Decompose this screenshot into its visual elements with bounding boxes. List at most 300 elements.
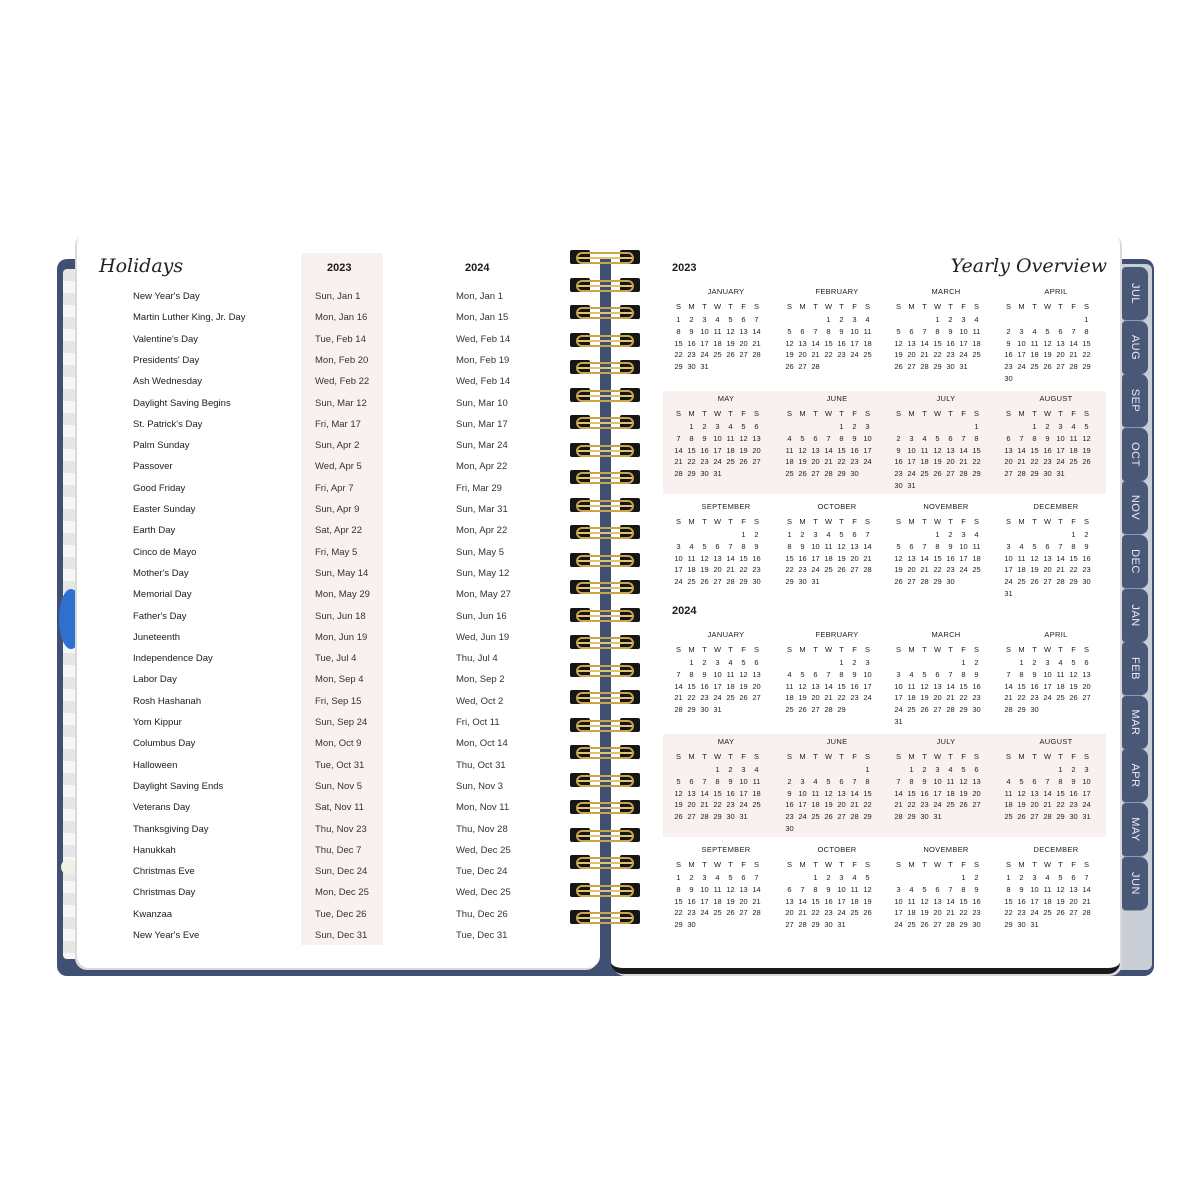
- day-number: 7: [1058, 541, 1063, 551]
- day-number: 18: [713, 896, 722, 906]
- day-number: 19: [1082, 445, 1091, 455]
- month-name: FEBRUARY: [815, 630, 859, 639]
- day-number: 20: [811, 457, 820, 467]
- empty-day: [918, 658, 931, 670]
- holiday-name: Independence Day: [133, 653, 213, 665]
- day-number: 27: [785, 920, 794, 930]
- day-number: 22: [959, 693, 968, 703]
- day-number: 6: [689, 776, 694, 786]
- weekday-letter: W: [713, 860, 722, 869]
- weekday-letter: F: [1071, 752, 1076, 761]
- day-number: 25: [1069, 457, 1078, 467]
- weekday-letter: S: [864, 645, 870, 654]
- day-number: 4: [948, 765, 953, 774]
- day-number: 16: [1082, 553, 1091, 563]
- day-number: 30: [894, 480, 903, 490]
- month-calendar-june: [783, 394, 883, 481]
- day-number: 21: [946, 908, 955, 918]
- weekday-letter: F: [741, 517, 746, 526]
- weekday-letter: W: [824, 517, 833, 526]
- day-number: 22: [687, 693, 696, 703]
- weekday-letter: M: [1018, 517, 1025, 526]
- day-number: 22: [863, 800, 872, 810]
- day-number: 3: [865, 658, 870, 667]
- holiday-row: [0, 628, 600, 649]
- day-number: 28: [1017, 469, 1026, 479]
- day-number: 4: [909, 669, 914, 679]
- month-tab-label: NOV: [1129, 495, 1141, 521]
- binding-coil: [570, 331, 640, 349]
- day-number: 5: [702, 541, 707, 551]
- weekday-letter: W: [933, 302, 942, 311]
- holiday-date-2024: Sun, Nov 3: [456, 780, 503, 792]
- empty-day: [1002, 765, 1015, 777]
- day-number: 11: [920, 445, 929, 455]
- day-number: 24: [1030, 908, 1039, 918]
- month-name: SEPTEMBER: [701, 502, 751, 511]
- holiday-row: [0, 564, 600, 585]
- day-number: 23: [824, 908, 833, 918]
- weekday-letter: S: [786, 645, 792, 654]
- day-number: 2: [800, 530, 805, 539]
- day-number: 1: [961, 873, 966, 882]
- day-number: 1: [1071, 530, 1076, 539]
- day-number: 7: [826, 669, 831, 679]
- empty-day: [918, 530, 931, 542]
- yearly-overview-title: Yearly Overview: [950, 255, 1107, 277]
- month-tab-jun[interactable]: [1122, 857, 1148, 911]
- day-number: 5: [935, 433, 940, 443]
- day-number: 15: [959, 896, 968, 906]
- binding-coil: [570, 551, 640, 569]
- weekday-header: [783, 645, 883, 658]
- binding-coil: [570, 853, 640, 871]
- day-number: 6: [839, 776, 844, 786]
- weekday-header: [672, 302, 772, 315]
- holiday-date-2024: Thu, Nov 28: [456, 823, 508, 835]
- day-number: 1: [1084, 315, 1089, 324]
- holiday-date-2024: Thu, Oct 31: [456, 759, 506, 771]
- holiday-row: [0, 372, 600, 393]
- day-number: 26: [1030, 577, 1039, 587]
- month-tab-mar[interactable]: [1122, 696, 1148, 750]
- day-number: 3: [741, 765, 746, 774]
- weekday-letter: T: [922, 409, 927, 418]
- day-number: 31: [1030, 920, 1039, 930]
- month-calendar-august: [1002, 394, 1102, 481]
- day-number: 9: [702, 433, 707, 443]
- empty-day: [918, 873, 931, 885]
- day-number: 26: [863, 908, 872, 918]
- day-number: 4: [813, 776, 818, 786]
- holiday-date-2023: Tue, Oct 31: [315, 759, 365, 771]
- holiday-date-2024: Mon, Jan 1: [456, 291, 503, 302]
- day-number: 29: [739, 577, 748, 587]
- empty-day: [711, 530, 724, 542]
- day-number: 12: [933, 445, 942, 455]
- day-number: 3: [800, 776, 805, 786]
- empty-day: [1041, 765, 1054, 777]
- day-number: 3: [896, 884, 901, 894]
- weekday-letter: W: [1043, 752, 1052, 761]
- day-number: 3: [1006, 541, 1011, 551]
- day-number: 17: [674, 565, 683, 575]
- day-number: 30: [1017, 920, 1026, 930]
- day-number: 27: [713, 577, 722, 587]
- weekday-letter: T: [948, 302, 953, 311]
- day-number: 5: [1045, 326, 1050, 336]
- day-number: 22: [824, 350, 833, 360]
- day-number: 8: [689, 669, 694, 679]
- day-number: 22: [687, 457, 696, 467]
- month-calendar-november: [892, 502, 992, 589]
- holiday-name: Columbus Day: [133, 738, 196, 750]
- day-number: 30: [1043, 469, 1052, 479]
- day-grid: [892, 765, 992, 824]
- day-number: 24: [1017, 362, 1026, 372]
- day-number: 26: [1082, 457, 1091, 467]
- day-number: 22: [811, 908, 820, 918]
- holiday-date-2023: Mon, Jan 16: [315, 312, 368, 324]
- day-number: 2: [1084, 530, 1089, 539]
- day-number: 25: [972, 350, 981, 360]
- day-number: 3: [715, 422, 720, 431]
- weekday-letter: S: [864, 409, 870, 418]
- weekday-letter: T: [922, 860, 927, 869]
- day-number: 27: [933, 705, 942, 715]
- day-number: 22: [837, 457, 846, 467]
- day-number: 6: [715, 541, 720, 551]
- day-number: 6: [1032, 776, 1037, 786]
- day-grid: [672, 530, 772, 589]
- day-number: 3: [1032, 873, 1037, 882]
- holiday-date-2024: Tue, Dec 31: [456, 930, 508, 941]
- day-number: 21: [824, 693, 833, 703]
- day-number: 15: [959, 681, 968, 691]
- day-number: 16: [850, 445, 859, 455]
- day-number: 2: [689, 873, 694, 882]
- day-number: 16: [687, 338, 696, 348]
- weekday-letter: M: [799, 752, 806, 761]
- holiday-date-2023: Sun, Jun 18: [315, 610, 366, 622]
- day-number: 8: [839, 433, 844, 443]
- day-number: 12: [726, 326, 735, 336]
- day-number: 3: [702, 873, 707, 882]
- day-grid: [783, 658, 883, 717]
- holiday-date-2024: Sun, Mar 24: [456, 440, 508, 452]
- day-number: 6: [813, 433, 818, 443]
- day-number: 9: [852, 669, 857, 679]
- day-number: 6: [754, 422, 759, 431]
- day-number: 29: [837, 469, 846, 479]
- weekday-letter: T: [702, 752, 707, 761]
- weekday-letter: T: [1058, 645, 1063, 654]
- day-number: 27: [1030, 812, 1039, 822]
- day-number: 11: [850, 884, 859, 894]
- day-number: 26: [824, 812, 833, 822]
- binding-coil: [570, 743, 640, 761]
- day-number: 25: [726, 693, 735, 703]
- month-tab-jul[interactable]: [1122, 267, 1148, 321]
- day-number: 23: [687, 350, 696, 360]
- day-number: 1: [961, 658, 966, 667]
- day-number: 16: [946, 553, 955, 563]
- day-number: 29: [933, 577, 942, 587]
- day-number: 25: [972, 565, 981, 575]
- day-number: 4: [909, 884, 914, 894]
- day-number: 15: [687, 681, 696, 691]
- day-number: 2: [974, 873, 979, 882]
- month-tab-may[interactable]: [1122, 803, 1148, 857]
- day-number: 4: [754, 765, 759, 774]
- day-number: 7: [1019, 433, 1024, 443]
- day-number: 9: [800, 541, 805, 551]
- day-number: 19: [1056, 896, 1065, 906]
- weekday-letter: W: [824, 752, 833, 761]
- day-number: 21: [1004, 693, 1013, 703]
- day-number: 14: [920, 338, 929, 348]
- weekday-letter: S: [753, 517, 759, 526]
- day-number: 14: [894, 788, 903, 798]
- day-number: 9: [974, 884, 979, 894]
- day-number: 20: [687, 800, 696, 810]
- month-calendar-november: [892, 845, 992, 932]
- weekday-letter: W: [824, 302, 833, 311]
- empty-day: [1002, 658, 1015, 670]
- day-number: 8: [689, 433, 694, 443]
- holiday-name: Father's Day: [133, 610, 187, 622]
- day-number: 15: [907, 788, 916, 798]
- day-number: 21: [920, 350, 929, 360]
- day-number: 5: [922, 884, 927, 894]
- day-number: 20: [739, 338, 748, 348]
- day-number: 11: [811, 788, 820, 798]
- holiday-row: [0, 287, 600, 308]
- holiday-name: Ash Wednesday: [133, 376, 203, 388]
- empty-day: [1028, 530, 1041, 542]
- day-number: 7: [813, 326, 818, 336]
- holiday-row: [0, 820, 600, 841]
- month-tab-sep[interactable]: [1122, 374, 1148, 428]
- day-number: 13: [907, 338, 916, 348]
- empty-day: [672, 530, 685, 542]
- day-number: 13: [811, 681, 820, 691]
- day-number: 30: [726, 812, 735, 822]
- day-number: 22: [713, 800, 722, 810]
- binding-coil: [570, 468, 640, 486]
- month-tab-label: MAR: [1129, 709, 1141, 736]
- day-number: 16: [726, 788, 735, 798]
- month-tab-aug[interactable]: [1122, 321, 1148, 375]
- holiday-name: Veterans Day: [133, 802, 191, 814]
- day-number: 19: [863, 896, 872, 906]
- day-number: 20: [850, 553, 859, 563]
- day-number: 26: [798, 469, 807, 479]
- month-name: JANUARY: [707, 630, 745, 639]
- day-number: 10: [894, 681, 903, 691]
- month-tab-oct[interactable]: [1122, 428, 1148, 482]
- day-number: 29: [674, 920, 683, 930]
- day-number: 11: [1056, 669, 1065, 679]
- day-number: 11: [1069, 433, 1078, 443]
- day-number: 1: [787, 530, 792, 539]
- day-number: 16: [850, 681, 859, 691]
- day-number: 1: [676, 873, 681, 882]
- day-number: 8: [787, 541, 792, 551]
- month-calendar-march: [892, 630, 992, 729]
- day-number: 25: [1017, 577, 1026, 587]
- day-number: 24: [739, 800, 748, 810]
- day-number: 3: [935, 765, 940, 774]
- day-number: 11: [726, 433, 735, 443]
- month-tab-feb[interactable]: [1122, 642, 1148, 696]
- day-number: 13: [933, 681, 942, 691]
- day-number: 28: [798, 920, 807, 930]
- day-number: 10: [894, 896, 903, 906]
- day-number: 8: [676, 326, 681, 336]
- day-number: 7: [1084, 873, 1089, 882]
- holiday-row: [0, 543, 600, 564]
- weekday-letter: W: [933, 860, 942, 869]
- empty-day: [1054, 530, 1067, 542]
- weekday-letter: W: [933, 752, 942, 761]
- day-number: 6: [787, 884, 792, 894]
- day-number: 17: [811, 553, 820, 563]
- weekday-letter: T: [839, 860, 844, 869]
- day-number: 5: [728, 873, 733, 882]
- weekday-letter: M: [908, 860, 915, 869]
- day-number: 26: [674, 812, 683, 822]
- weekday-letter: T: [1032, 409, 1037, 418]
- day-number: 13: [1069, 884, 1078, 894]
- month-calendar-october: [783, 845, 883, 932]
- month-name: MARCH: [931, 630, 961, 639]
- month-name: AUGUST: [1039, 394, 1073, 403]
- day-number: 26: [726, 908, 735, 918]
- holiday-row: [0, 713, 600, 734]
- day-number: 26: [894, 577, 903, 587]
- empty-day: [822, 765, 835, 777]
- day-number: 13: [752, 433, 761, 443]
- day-number: 27: [811, 705, 820, 715]
- weekday-letter: M: [1018, 752, 1025, 761]
- day-number: 24: [863, 693, 872, 703]
- day-number: 25: [811, 812, 820, 822]
- day-number: 19: [920, 908, 929, 918]
- day-number: 8: [865, 776, 870, 786]
- day-number: 12: [1082, 433, 1091, 443]
- day-number: 6: [741, 315, 746, 324]
- day-number: 6: [935, 884, 940, 894]
- day-number: 19: [739, 445, 748, 455]
- day-number: 24: [798, 812, 807, 822]
- month-tab-dec[interactable]: [1122, 535, 1148, 589]
- day-number: 4: [1032, 326, 1037, 336]
- binding-coil: [570, 798, 640, 816]
- day-number: 2: [1071, 765, 1076, 774]
- month-name: JULY: [936, 394, 956, 403]
- day-number: 4: [715, 315, 720, 324]
- holiday-date-2024: Sun, Mar 10: [456, 397, 508, 409]
- day-number: 24: [850, 350, 859, 360]
- day-number: 25: [1056, 693, 1065, 703]
- day-number: 2: [702, 422, 707, 431]
- empty-day: [1028, 315, 1041, 327]
- weekday-letter: W: [713, 645, 722, 654]
- holiday-name: New Year's Eve: [133, 930, 200, 941]
- empty-day: [783, 422, 796, 434]
- day-number: 6: [813, 669, 818, 679]
- day-number: 14: [674, 681, 683, 691]
- holiday-name: Daylight Saving Ends: [133, 780, 224, 792]
- weekday-letter: F: [852, 302, 857, 311]
- day-grid: [672, 765, 772, 824]
- day-number: 18: [811, 800, 820, 810]
- day-number: 5: [896, 326, 901, 336]
- day-number: 10: [837, 884, 846, 894]
- empty-day: [796, 765, 809, 777]
- month-tab-apr[interactable]: [1122, 749, 1148, 803]
- day-number: 24: [894, 920, 903, 930]
- day-number: 9: [948, 326, 953, 336]
- day-number: 22: [1004, 908, 1013, 918]
- day-number: 3: [813, 530, 818, 539]
- day-number: 2: [839, 315, 844, 324]
- day-number: 20: [1030, 800, 1039, 810]
- weekday-letter: S: [973, 302, 979, 311]
- day-number: 9: [1006, 338, 1011, 348]
- day-number: 10: [674, 553, 683, 563]
- month-name: FEBRUARY: [815, 287, 859, 296]
- day-number: 28: [752, 908, 761, 918]
- weekday-letter: M: [799, 409, 806, 418]
- day-number: 27: [1082, 693, 1091, 703]
- empty-day: [1002, 315, 1015, 327]
- day-number: 30: [972, 705, 981, 715]
- day-number: 8: [961, 669, 966, 679]
- day-number: 27: [1043, 577, 1052, 587]
- day-number: 23: [946, 565, 955, 575]
- weekday-header: [672, 517, 772, 530]
- day-number: 26: [1017, 812, 1026, 822]
- day-number: 16: [687, 896, 696, 906]
- weekday-letter: W: [1043, 860, 1052, 869]
- day-number: 2: [948, 315, 953, 324]
- month-tab-nov[interactable]: [1122, 481, 1148, 535]
- day-number: 28: [920, 577, 929, 587]
- day-number: 23: [946, 350, 955, 360]
- day-number: 23: [850, 693, 859, 703]
- day-number: 5: [1071, 658, 1076, 667]
- weekday-letter: S: [895, 302, 901, 311]
- day-number: 20: [1069, 896, 1078, 906]
- day-number: 1: [813, 873, 818, 882]
- day-number: 15: [1069, 553, 1078, 563]
- empty-day: [1067, 315, 1080, 327]
- day-number: 21: [1056, 565, 1065, 575]
- weekday-letter: T: [702, 409, 707, 418]
- day-number: 9: [1071, 776, 1076, 786]
- holiday-date-2024: Mon, Feb 19: [456, 354, 510, 366]
- holiday-row: [0, 521, 600, 542]
- weekday-letter: S: [864, 860, 870, 869]
- day-number: 21: [700, 800, 709, 810]
- month-name: AUGUST: [1039, 737, 1073, 746]
- weekday-letter: W: [933, 409, 942, 418]
- month-tab-jan[interactable]: [1122, 589, 1148, 643]
- day-number: 13: [798, 338, 807, 348]
- holiday-name: Cinco de Mayo: [133, 546, 197, 558]
